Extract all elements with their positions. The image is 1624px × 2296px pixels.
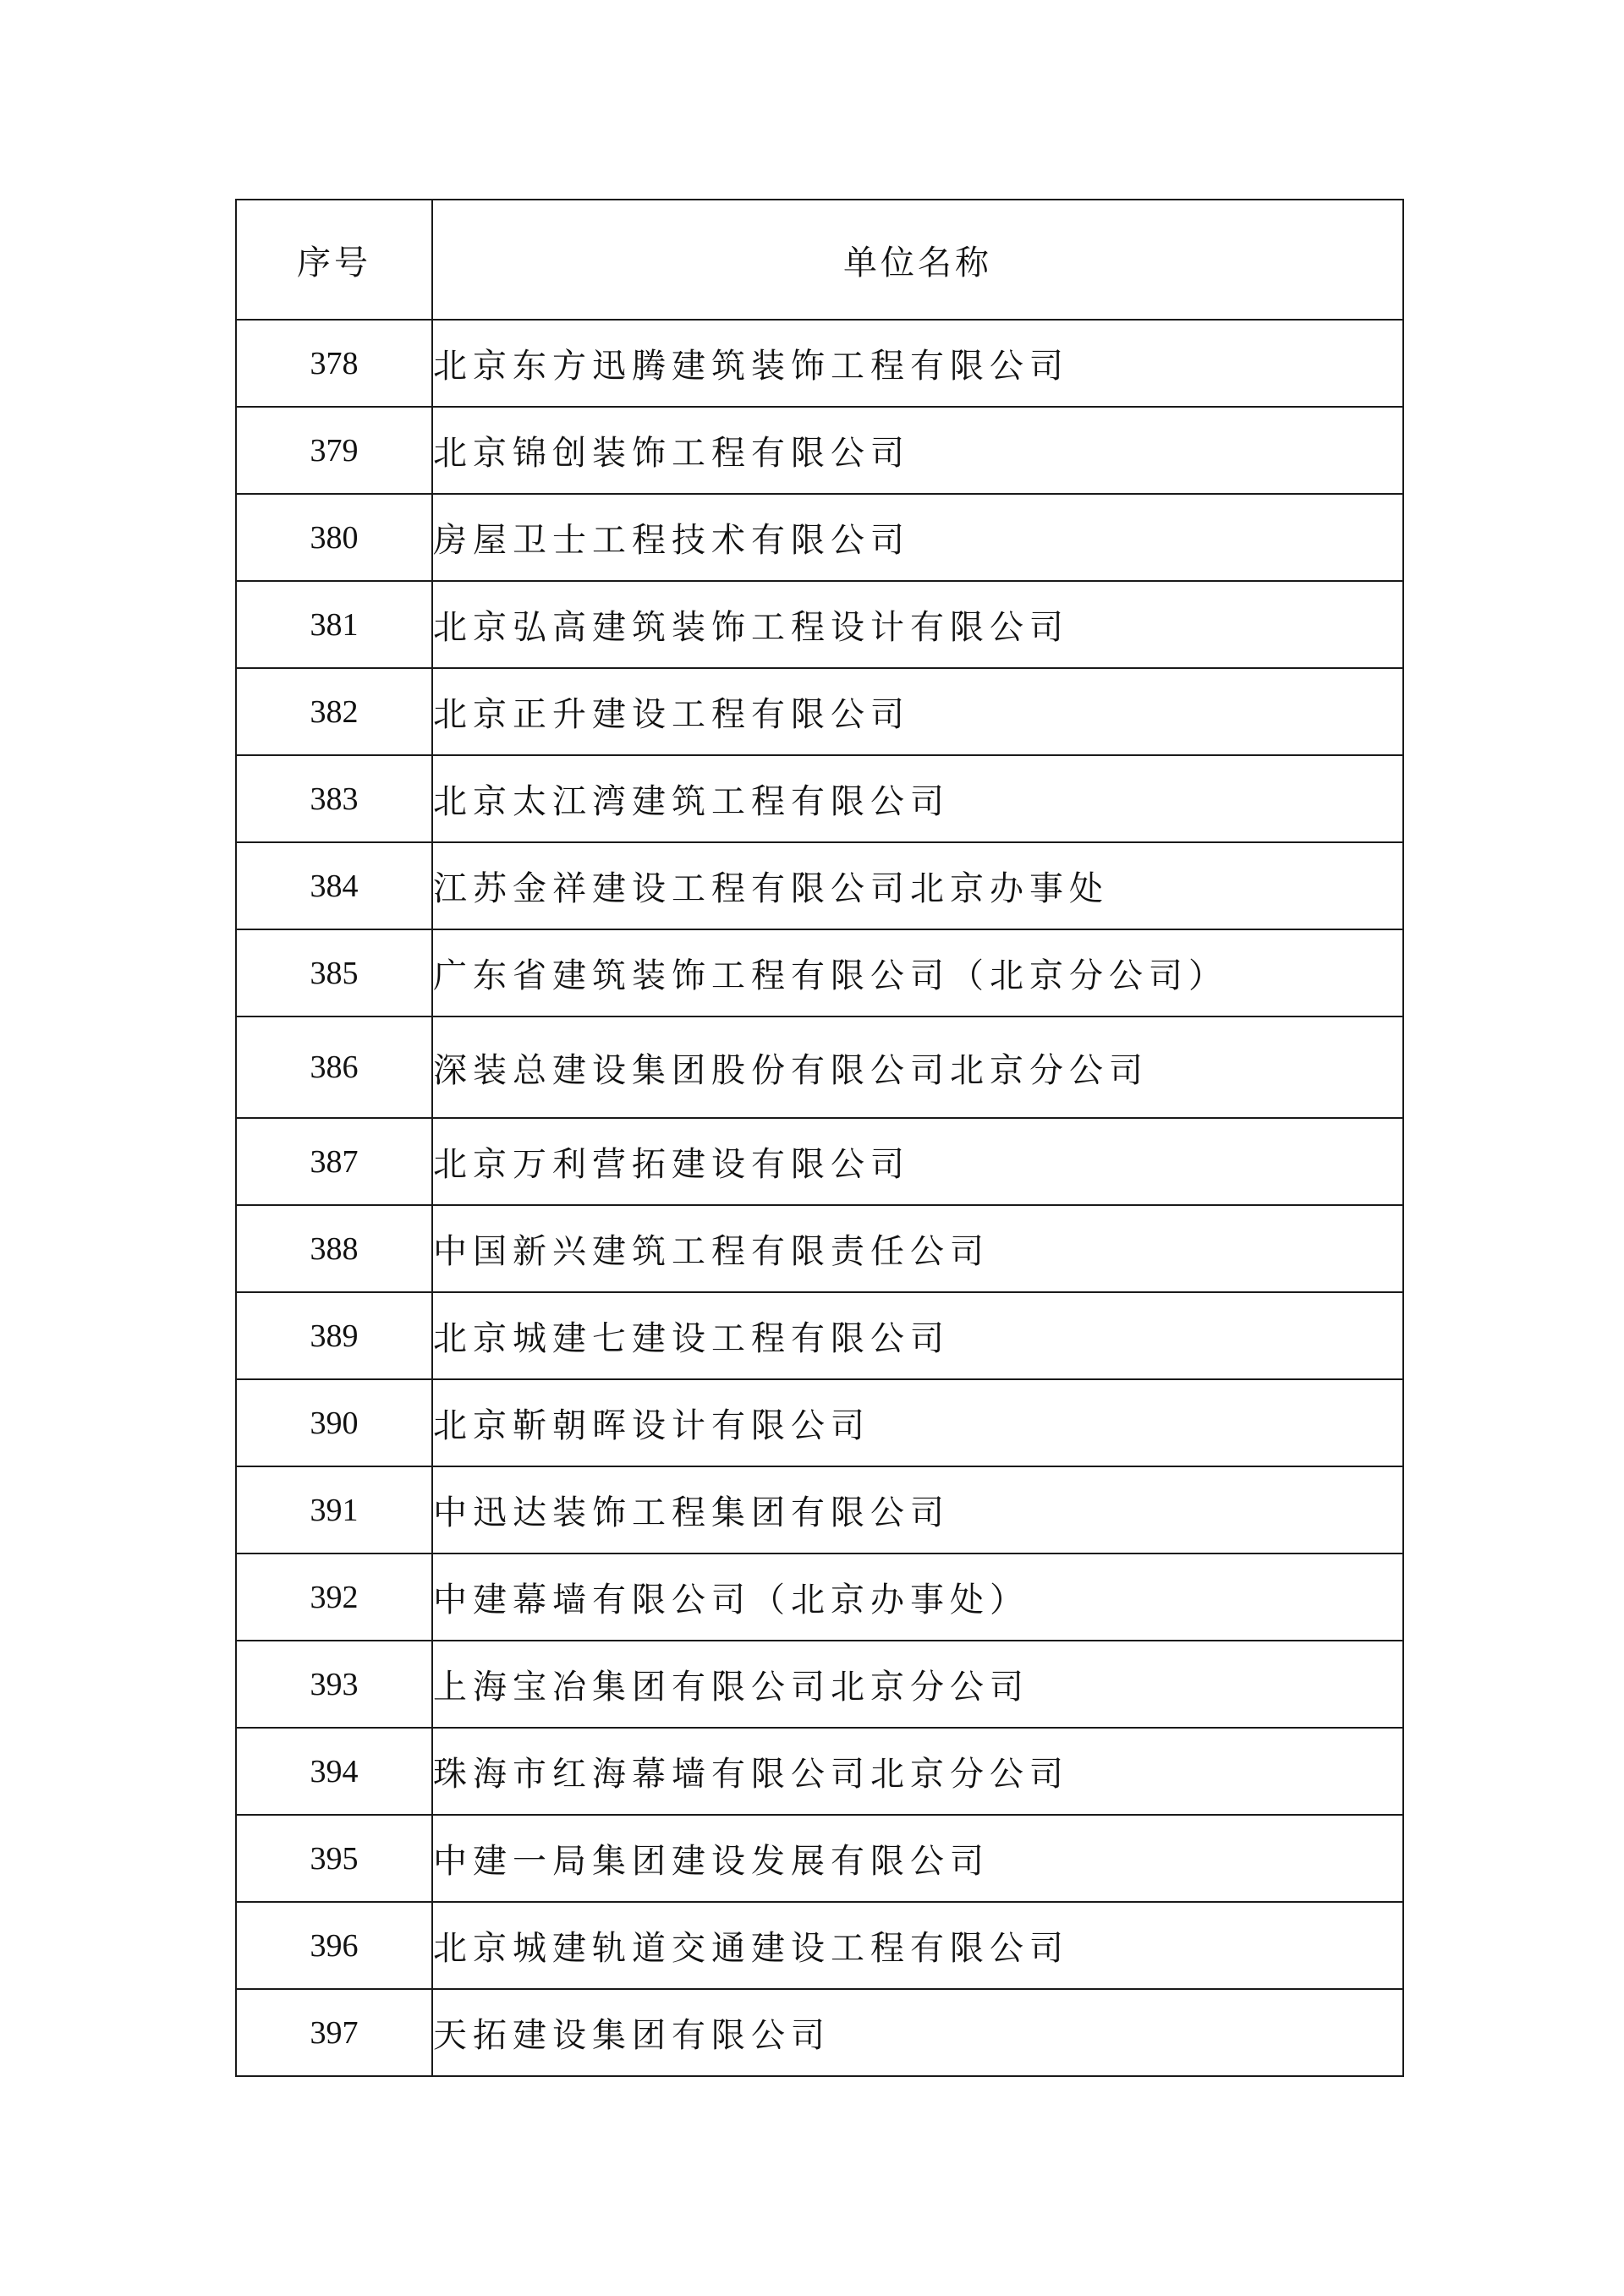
table-row [236, 1641, 1403, 1728]
row-number: 387 [236, 1118, 432, 1205]
table-row [236, 1292, 1403, 1379]
table-row [236, 1379, 1403, 1466]
table-row [236, 929, 1403, 1016]
company-name: 中建一局集团建设发展有限公司 [432, 1815, 1403, 1902]
row-number: 383 [236, 755, 432, 842]
table-row [236, 1553, 1403, 1641]
table-row [236, 1016, 1403, 1118]
column-header-name: 单位名称 [432, 200, 1403, 320]
row-number: 392 [236, 1553, 432, 1641]
table-row [236, 320, 1403, 407]
table-row [236, 755, 1403, 842]
company-name: 北京正升建设工程有限公司 [432, 668, 1403, 755]
table-row [236, 1902, 1403, 1989]
company-name: 广东省建筑装饰工程有限公司（北京分公司） [432, 929, 1403, 1016]
table-row [236, 1205, 1403, 1292]
company-name: 北京靳朝晖设计有限公司 [432, 1379, 1403, 1466]
row-number: 397 [236, 1989, 432, 2076]
company-name: 江苏金祥建设工程有限公司北京办事处 [432, 842, 1403, 929]
company-name: 房屋卫士工程技术有限公司 [432, 494, 1403, 581]
company-name: 北京城建七建设工程有限公司 [432, 1292, 1403, 1379]
row-number: 396 [236, 1902, 432, 1989]
table-header-row [236, 200, 1403, 320]
company-name: 天拓建设集团有限公司 [432, 1989, 1403, 2076]
row-number: 378 [236, 320, 432, 407]
company-name: 北京万利营拓建设有限公司 [432, 1118, 1403, 1205]
company-name: 北京东方迅腾建筑装饰工程有限公司 [432, 320, 1403, 407]
table-row [236, 581, 1403, 668]
table-row [236, 1989, 1403, 2076]
column-header-number: 序号 [236, 200, 432, 320]
table-row [236, 1815, 1403, 1902]
row-number: 393 [236, 1641, 432, 1728]
row-number: 388 [236, 1205, 432, 1292]
company-name: 北京弘高建筑装饰工程设计有限公司 [432, 581, 1403, 668]
table-row [236, 668, 1403, 755]
table-row [236, 407, 1403, 494]
company-name: 中迅达装饰工程集团有限公司 [432, 1466, 1403, 1553]
row-number: 380 [236, 494, 432, 581]
company-name: 中国新兴建筑工程有限责任公司 [432, 1205, 1403, 1292]
company-list-table [235, 199, 1404, 2077]
row-number: 390 [236, 1379, 432, 1466]
row-number: 385 [236, 929, 432, 1016]
row-number: 381 [236, 581, 432, 668]
table-row [236, 842, 1403, 929]
row-number: 386 [236, 1016, 432, 1118]
table-row [236, 1728, 1403, 1815]
row-number: 391 [236, 1466, 432, 1553]
row-number: 395 [236, 1815, 432, 1902]
company-name: 中建幕墙有限公司（北京办事处） [432, 1553, 1403, 1641]
row-number: 384 [236, 842, 432, 929]
table-row [236, 1118, 1403, 1205]
table-row [236, 1466, 1403, 1553]
company-name: 北京锦创装饰工程有限公司 [432, 407, 1403, 494]
table-row [236, 494, 1403, 581]
company-name: 深装总建设集团股份有限公司北京分公司 [432, 1016, 1403, 1118]
row-number: 379 [236, 407, 432, 494]
row-number: 382 [236, 668, 432, 755]
row-number: 394 [236, 1728, 432, 1815]
company-name: 北京城建轨道交通建设工程有限公司 [432, 1902, 1403, 1989]
company-name: 珠海市红海幕墙有限公司北京分公司 [432, 1728, 1403, 1815]
company-name: 上海宝冶集团有限公司北京分公司 [432, 1641, 1403, 1728]
company-name: 北京太江湾建筑工程有限公司 [432, 755, 1403, 842]
row-number: 389 [236, 1292, 432, 1379]
